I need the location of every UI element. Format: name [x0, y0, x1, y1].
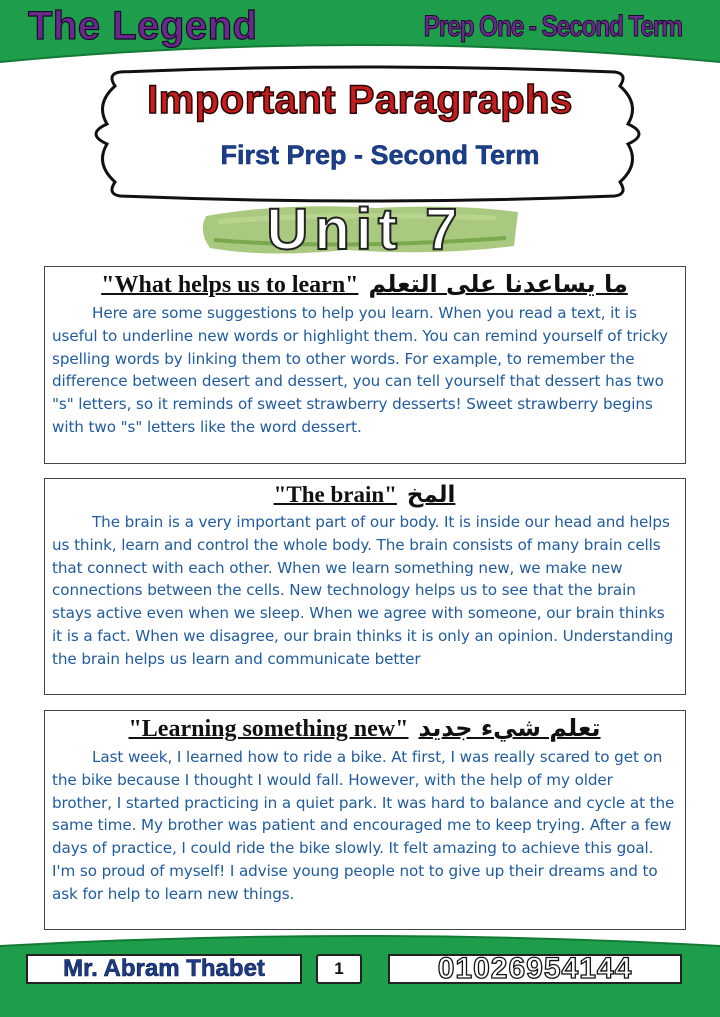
paragraph-title — [52, 711, 677, 746]
paragraph-title-en: "The brain" — [273, 482, 397, 507]
unit-heading: Unit 7 — [266, 197, 464, 262]
author-name: Mr. Abram Thabet — [26, 954, 302, 984]
paragraph-title-ar: المخ — [406, 482, 456, 508]
page-number: 1 — [316, 954, 362, 984]
paragraph-box — [44, 266, 686, 464]
paragraph-title-ar: ما يساعدنا على التعلم — [368, 270, 628, 298]
paragraph-title-en: "What helps us to learn" — [101, 272, 359, 298]
paragraph-body: The brain is a very important part of our body. It is inside our head and helps us think, learn and control the whole body. The brain consists of many brain cells that connect with each other. When we learn something new, we make new connections between the cells. New technology helps us to see that the brain stays active even when we sleep. When we agree with someone, our brain thinks it is a fact. When we disagree, our brain thinks it is only an opinion. Understanding the brain helps us learn and communicate better — [52, 513, 674, 668]
paragraph-title — [52, 479, 677, 511]
page-subtitle: First Prep - Second Term — [220, 140, 540, 170]
phone-number: 01026954144 — [388, 954, 682, 984]
paragraph-body: Here are some suggestions to help you learn. When you read a text, it is useful to underline new words or highlight them. You can remind yourself of tricky spelling words by linking them to other words. For example, to remember the difference between desert and dessert, you can tell yourself that dessert has two "s" letters, so it reminds of sweet strawberry desserts! Sweet strawberry begins with two "s" letters like the word dessert. — [52, 304, 668, 436]
grade-label: Prep One - Second Term — [423, 10, 682, 43]
paragraph-title-ar: تعلم شيء جديد — [418, 714, 601, 742]
paragraph-body: Last week, I learned how to ride a bike. At first, I was really scared to get on the bike because I thought I would fall. However, with the help of my older brother, I started practicing in a quiet park. It was hard to balance and cycle at the same time. My brother was patient and encouraged me to keep trying. After a few days of practice, I could ride the bike slowly. It felt amazing to achieve this goal. I'm so proud of myself! I advise young people not to give up their dreams and to ask for help to learn new things. — [52, 748, 675, 903]
paragraph-title — [52, 267, 677, 302]
paragraph-title-en: "Learning something new" — [128, 716, 409, 742]
paragraph-box — [44, 710, 686, 930]
paragraph-box — [44, 478, 686, 695]
page-title: Important Paragraphs — [147, 78, 573, 122]
brand-title: The Legend — [28, 4, 258, 48]
